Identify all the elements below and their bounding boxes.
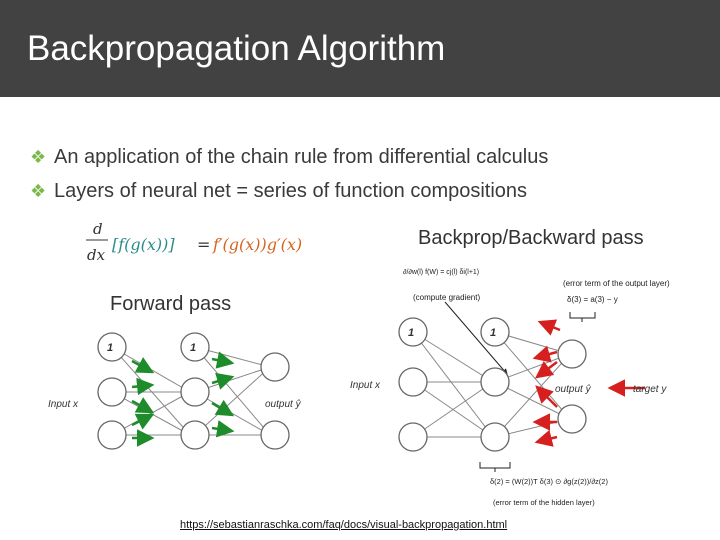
output-label: output ŷ: [265, 399, 301, 410]
gradient-formula: ∂/∂w(l) f(W) = cj(l) δi(l+1): [403, 269, 480, 276]
backward-pass-diagram: [345, 262, 695, 512]
bullet-list: [30, 140, 548, 208]
backward-arrows: [535, 322, 645, 442]
bullet-text-2: Layers of neural net = series of function compositions: [54, 179, 528, 202]
formula-d: d: [93, 220, 103, 238]
forward-pass-label: Forward pass: [110, 293, 232, 315]
formula-rhs: f′(g(x))g′(x): [213, 235, 303, 254]
output-label: output ŷ: [555, 384, 591, 395]
diamond-bullet-icon: ❖: [30, 180, 47, 201]
input-label: Input x: [48, 399, 79, 410]
formula-lhs: [f(g(x))]: [112, 235, 175, 254]
backward-pass-label: Backprop/Backward pass: [418, 227, 644, 249]
formula-dx: dx: [87, 246, 106, 264]
formula-equals: =: [197, 235, 211, 254]
diamond-bullet-icon: ❖: [30, 146, 47, 167]
bias-node-label: 1: [107, 342, 114, 354]
input-label: Input x: [350, 380, 381, 391]
forward-pass-diagram: [40, 325, 350, 475]
source-link[interactable]: https://sebastianraschka.com/faq/docs/visual-backpropagation.html: [180, 519, 508, 531]
error-hidden-formula: δ(2) = (W(2))T δ(3) ⊙ ∂g(z(2))/∂z(2): [490, 477, 608, 486]
slide-title: Backpropagation Algorithm: [27, 29, 446, 68]
bias-node-label: 1: [490, 327, 497, 339]
bullet-text-1: An application of the chain rule from differential calculus: [54, 145, 549, 168]
chain-rule-formula: [85, 218, 345, 268]
bullet-item-1: [30, 140, 548, 174]
bias-node-label: 1: [408, 327, 415, 339]
error-output-formula: δ(3) = a(3) − y: [567, 295, 618, 304]
error-output-title: (error term of the output layer): [563, 279, 670, 288]
error-hidden-title: (error term of the hidden layer): [493, 498, 595, 507]
bullet-item-2: [30, 174, 548, 208]
compute-gradient-label: (compute gradient): [413, 293, 481, 302]
title-bar: [0, 0, 720, 97]
target-label: target y: [633, 384, 667, 395]
bias-node-label: 1: [190, 342, 197, 354]
